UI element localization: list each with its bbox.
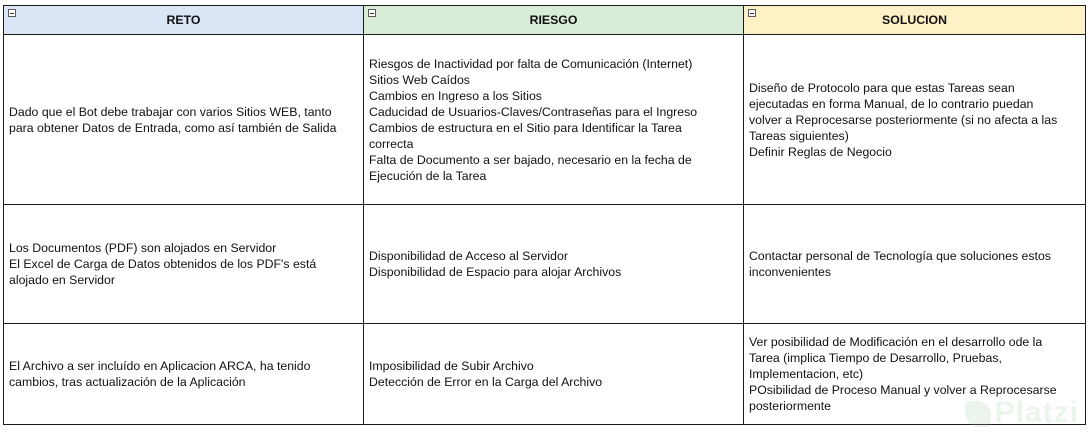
- cell-text-line: cambios, tras actualización de la Aplicación: [9, 375, 246, 389]
- collapse-icon[interactable]: [748, 9, 756, 17]
- cell-text-line: Tareas siguientes): [749, 128, 849, 143]
- cell-text-line: Riesgos de Inactividad por falta de Comunicación (Internet): [369, 56, 693, 71]
- cell-text-line: para obtener Datos de Entrada, como así también de Salida: [9, 120, 337, 135]
- cell-reto: [4, 205, 364, 324]
- cell-text-line: Diseño de Protocolo para que estas Tareas sean: [749, 80, 1015, 95]
- cell-text-line: Cambios de estructura en el Sitio para Identificar la Tarea: [369, 120, 682, 135]
- collapse-icon[interactable]: [368, 9, 376, 17]
- cell-text-line: correcta: [369, 136, 414, 151]
- cell-text-line: posteriormente: [749, 399, 832, 413]
- cell-text-line: Detección de Error en la Carga del Archivo: [369, 375, 603, 389]
- cell-text-line: El Excel de Carga de Datos obtenidos de los PDF's está: [9, 257, 317, 271]
- header-reto: [4, 6, 364, 35]
- cell-text-line: volver a Reprocesarse posteriormente (si no afecta a las: [749, 112, 1058, 127]
- challenge-risk-solution-table: [3, 5, 1086, 425]
- watermark-text: Platzi: [994, 396, 1079, 429]
- cell-reto: [4, 35, 364, 205]
- header-riesgo: [364, 6, 744, 35]
- header-riesgo-label: RIESGO: [529, 13, 578, 27]
- cell-text-line: Ejecución de la Tarea: [369, 168, 487, 183]
- cell-solucion: [744, 35, 1086, 205]
- table-row: [4, 35, 1086, 205]
- table-row: [4, 205, 1086, 324]
- cell-text-line: Tarea (implica Tiempo de Desarrollo, Pruebas,: [749, 351, 1002, 365]
- cell-text-line: alojado en Servidor: [9, 273, 115, 287]
- header-row: [4, 6, 1086, 35]
- cell-text-line: Cambios en Ingreso a los Sitios: [369, 88, 542, 103]
- cell-text-line: inconvenientes: [749, 265, 832, 279]
- header-solucion-label: SOLUCION: [882, 13, 947, 27]
- header-reto-label: RETO: [166, 13, 201, 27]
- cell-text-line: Dado que el Bot debe trabajar con varios Sitios WEB, tanto: [9, 104, 332, 119]
- cell-text-line: Disponibilidad de Espacio para alojar Archivos: [369, 265, 622, 279]
- cell-text-line: ejecutadas en forma Manual, de lo contrario puedan: [749, 96, 1034, 111]
- cell-text-line: Caducidad de Usuarios-Claves/Contraseñas para el Ingreso: [369, 104, 698, 119]
- cell-text-line: El Archivo a ser incluído en Aplicacion ARCA, ha tenido: [9, 359, 311, 373]
- cell-text-line: POsibilidad de Proceso Manual y volver a Reprocesarse: [749, 383, 1057, 397]
- table-row: [4, 324, 1086, 425]
- cell-text-line: Disponibilidad de Acceso al Servidor: [369, 249, 568, 263]
- cell-riesgo: [364, 324, 744, 425]
- collapse-icon[interactable]: [8, 9, 16, 17]
- cell-solucion: [744, 324, 1086, 425]
- cell-riesgo: [364, 35, 744, 205]
- cell-text-line: Implementacion, etc): [749, 367, 864, 381]
- cell-text-line: Falta de Documento a ser bajado, necesario en la fecha de: [369, 152, 692, 167]
- cell-text-line: Los Documentos (PDF) son alojados en Servidor: [9, 241, 277, 255]
- cell-solucion: [744, 205, 1086, 324]
- cell-text-line: Imposibilidad de Subir Archivo: [369, 359, 534, 373]
- cell-text-line: Definir Reglas de Negocio: [749, 144, 892, 159]
- cell-text-line: Contactar personal de Tecnología que soluciones estos: [749, 249, 1051, 263]
- cell-text-line: Ver posibilidad de Modificación en el desarrollo ode la: [749, 335, 1043, 349]
- header-solucion: [744, 6, 1086, 35]
- cell-riesgo: [364, 205, 744, 324]
- cell-text-line: Sitios Web Caídos: [369, 72, 470, 87]
- cell-reto: [4, 324, 364, 425]
